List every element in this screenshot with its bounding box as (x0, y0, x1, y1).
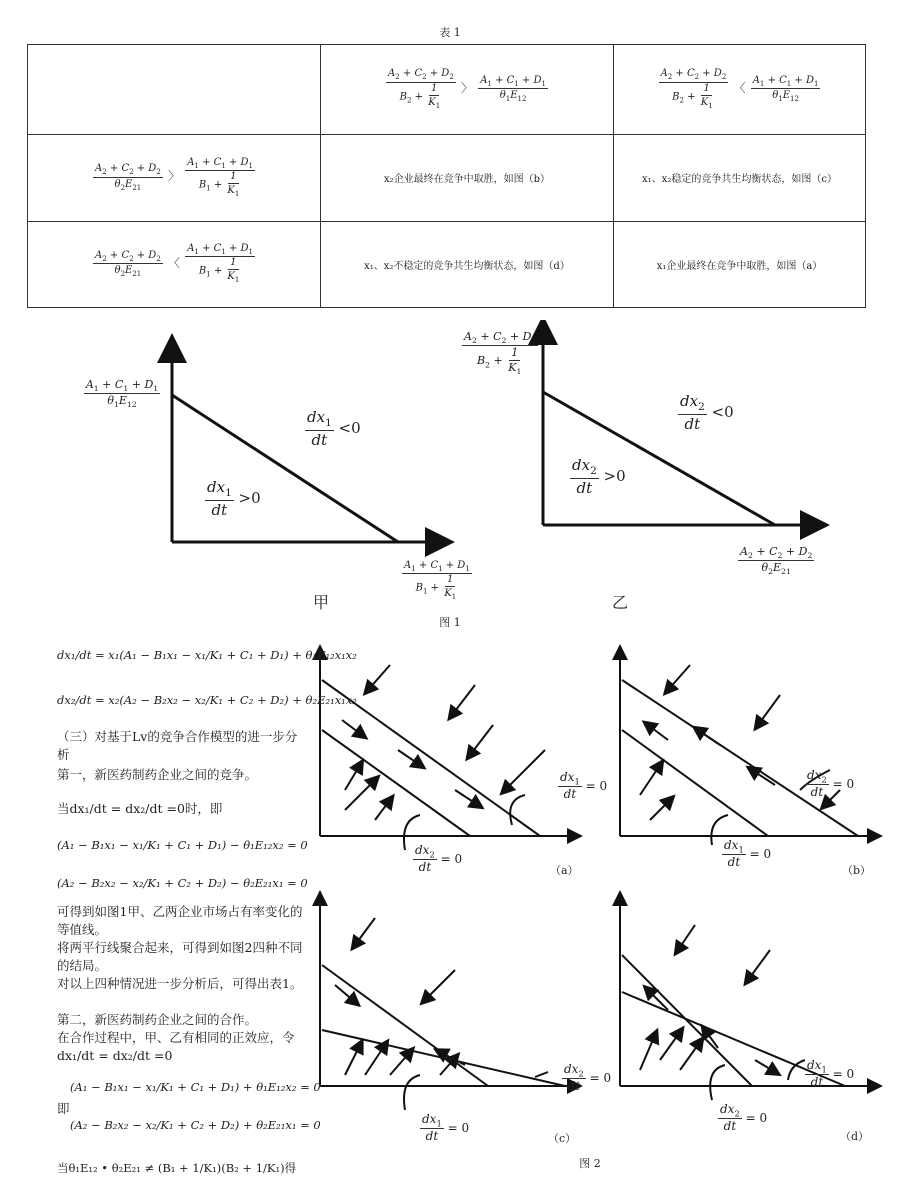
fig2a-label-dx1: $\frac{dx_1}{dt}$ = 0 (560, 770, 608, 802)
paragraph-four-outcomes: 将两平行线聚合起来，可得到如图2四种不同的结局。 (57, 940, 303, 973)
table-1 (27, 44, 866, 308)
fig1-right-y-intercept: $A_2 + C_2 + D_2$ $B_2$ + $\frac{1}{K_1}$ (464, 330, 537, 376)
fig1-caption: 图 1 (439, 616, 461, 629)
fig2-caption: 图 2 (579, 1157, 601, 1170)
fig1-left-lower-region: $\frac{dx_1}{dt}$ >0 (207, 478, 261, 519)
paragraph-competition: 第一，新医药制药企业之间的竞争。 (57, 767, 258, 782)
fig2-panel-c (320, 898, 575, 1110)
fig2b-label-dx2: $\frac{dx_2}{dt}$ = 0 (807, 768, 855, 800)
fig1-right-x-intercept: $\frac{A_2 + C_2 + D_2}{\theta_2E_{21}}$ (740, 545, 813, 577)
equation-3: (A₁ − B₁x₁ − x₁/K₁ + C₁ + D₁) − θ₁E₁₂x₂ = 0 (57, 838, 308, 852)
section-heading: （三）对基于Lv的竞争合作模型的进一步分析 (57, 729, 298, 762)
table-cell-r2c1: x₁、x₂不稳定的竞争共生均衡状态，如图（d） (321, 221, 614, 307)
fig2-panel-a-label: （a） (550, 864, 579, 877)
fig2-panel-d-label: （d） (840, 1130, 870, 1143)
fig2-panel-b-label: （b） (842, 864, 872, 877)
equation-1: dx₁/dt = x₁(A₁ − B₁x₁ − x₁/K₁ + C₁ + D₁) + θ₁E₁₂x₁x₂ (57, 648, 357, 662)
paragraph-table-ref: 对以上四种情况进一步分析后，可得出表1。 (57, 976, 303, 991)
paragraph-isolines: 可得到如图1甲、乙两企业市场占有率变化的等值线。 (57, 904, 303, 937)
equation-6: (A₂ − B₂x₂ − x₂/K₁ + C₂ + D₂) + θ₂E₂₁x₁ = 0 (70, 1118, 321, 1132)
paragraph-final-condition: 当θ₁E₁₂ • θ₂E₂₁ ≠ (B₁ + 1/K₁)(B₂ + 1/K₁)得 (57, 1161, 297, 1175)
fig2-panel-b (620, 652, 875, 845)
fig2a-label-dx2: $\frac{dx_2}{dt}$ = 0 (415, 843, 463, 875)
fig1-left-label: 甲 (313, 593, 330, 612)
table-cell-r1c2: x₁、x₂稳定的竞争共生均衡状态，如图（c） (614, 135, 866, 221)
table-header-col1: $A_2 + C_2 + D_2$ $B_2$ + $\frac{1}{K_1}$ 〉 $\frac{A_1 + C_1 + D_1}{\theta_1E_{12}}$ (321, 45, 614, 135)
fig1-left-upper-region: $\frac{dx_1}{dt}$ <0 (307, 408, 361, 449)
paragraph-positive-effect: 在合作过程中，甲、乙有相同的正效应，令dx₁/dt = dx₂/dt =0 (57, 1030, 295, 1063)
paragraph-namely: 即 (57, 1101, 70, 1116)
fig2c-label-dx1: $\frac{dx_1}{dt}$ = 0 (422, 1112, 470, 1144)
fig2d-label-dx1: $\frac{dx_1}{dt}$ = 0 (807, 1058, 855, 1090)
fig2d-label-dx2: $\frac{dx_2}{dt}$ = 0 (720, 1102, 768, 1134)
table-row2-label: $\frac{A_2 + C_2 + D_2}{\theta_2E_{21}}$ 〈 $A_1 + C_1 + D_1$ $B_1$ + $\frac{1}{K_1}$ (28, 221, 321, 307)
fig2c-label-dx2: $\frac{dx_2}{dt}$ = 0 (564, 1062, 612, 1094)
equation-4: (A₂ − B₂x₂ − x₂/K₁ + C₂ + D₂) − θ₂E₂₁x₁ = 0 (57, 876, 308, 890)
table-header-col2: $A_2 + C_2 + D_2$ $B_2$ + $\frac{1}{K_1}$ 〈 $\frac{A_1 + C_1 + D_1}{\theta_1E_{12}}$ (614, 45, 866, 135)
table-corner-cell (28, 45, 321, 135)
fig1-right-upper-region: $\frac{dx_2}{dt}$ <0 (680, 392, 734, 433)
fig2-panel-a (320, 652, 575, 850)
fig2b-label-dx1: $\frac{dx_1}{dt}$ = 0 (724, 838, 772, 870)
table-row1-label: $\frac{A_2 + C_2 + D_2}{\theta_2E_{21}}$ 〉 $A_1 + C_1 + D_1$ $B_1$ + $\frac{1}{K_1}$ (28, 135, 321, 221)
fig1-right-lower-region: $\frac{dx_2}{dt}$ >0 (572, 456, 626, 497)
table-cell-r1c1: x₂企业最终在竞争中取胜，如图（b） (321, 135, 614, 221)
fig1-left-y-intercept: $\frac{A_1 + C_1 + D_1}{\theta_1E_{12}}$ (85, 378, 159, 410)
table-caption: 表 1 (439, 26, 461, 39)
fig2-panel-c-label: （c） (548, 1132, 577, 1145)
fig1-right-label: 乙 (612, 593, 629, 612)
paragraph-cooperation: 第二，新医药制药企业之间的合作。 (57, 1012, 258, 1027)
equation-2: dx₂/dt = x₂(A₂ − B₂x₂ − x₂/K₁ + C₂ + D₂) + θ₂E₂₁x₁x₂ (57, 693, 357, 707)
fig1-left-x-intercept: $A_1 + C_1 + D_1$ $B_1$ + $\frac{1}{K_1}$ (404, 560, 470, 602)
paragraph-condition: 当dx₁/dt = dx₂/dt =0时，即 (57, 801, 223, 816)
table-cell-r2c2: x₁企业最终在竞争中取胜，如图（a） (614, 221, 866, 307)
equation-5: (A₁ − B₁x₁ − x₁/K₁ + C₁ + D₁) + θ₁E₁₂x₂ = 0 (70, 1080, 321, 1094)
